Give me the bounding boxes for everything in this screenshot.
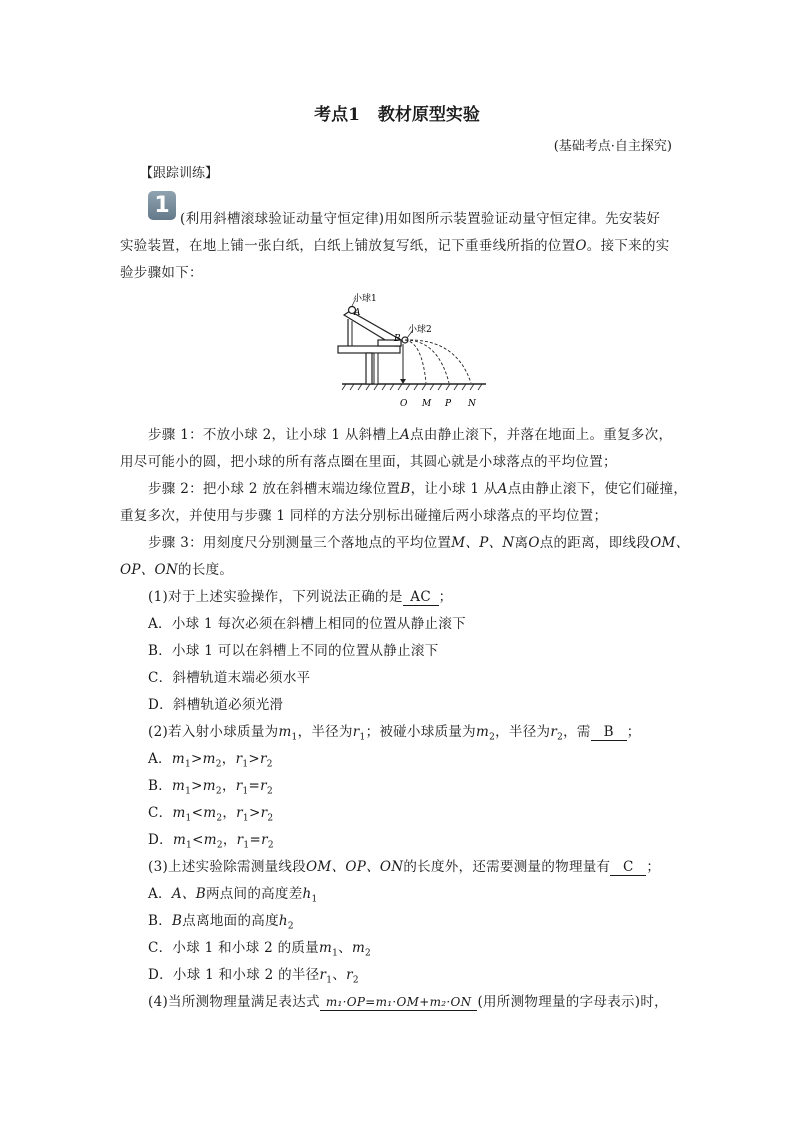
q2-option-a: A．$m_1>m_2$，$r_1>r_2$ <box>148 751 273 770</box>
q1-option-a: A．小球 1 每次必须在斜槽上相同的位置从静止滚下 <box>148 616 466 632</box>
q3-option-b: B．B点离地面的高度$h_2$ <box>148 913 294 932</box>
step3-line-2: OP、ON的长度。 <box>120 562 234 578</box>
title-number: 考点1 <box>314 105 360 125</box>
q3-option-d: D．小球 1 和小球 2 的半径$r_1$、$r_2$ <box>148 967 359 986</box>
q4-answer: m₁·OP=m₁·OM+m₂·ON <box>320 995 478 1011</box>
label-B: B <box>394 334 401 344</box>
intro-line-3: 验步骤如下： <box>120 265 203 281</box>
title-text: 教材原型实验 <box>377 105 480 125</box>
label-P: P <box>445 399 452 409</box>
step1-line-2: 用尽可能小的圆，把小球的所有落点圈在里面，其圆心就是小球落点的平均位置； <box>120 454 617 470</box>
q3-answer: C <box>610 860 646 876</box>
label-ball2: 小球2 <box>408 325 432 335</box>
step2-line-2: 重复多次，并使用与步骤 1 同样的方法分别标出碰撞后两小球落点的平均位置； <box>120 508 608 524</box>
q2-option-c: C．$m_1<m_2$，$r_1>r_2$ <box>148 805 274 824</box>
intro-line-2: 实验装置，在地上铺一张白纸，白纸上铺放复写纸，记下重垂线所指的位置O。接下来的实 <box>120 238 670 254</box>
q2-option-d: D．$m_1<m_2$，$r_1=r_2$ <box>148 832 274 851</box>
intro-line-1: (利用斜槽滚球验证动量守恒定律)用如图所示装置验证动量守恒定律。先安装好 <box>180 211 661 227</box>
q1-answer: AC <box>403 590 439 606</box>
step3-line-1: 步骤 3：用刻度尺分别测量三个落地点的平均位置M、P、N离O点的距离，即线段OM、 <box>148 535 690 551</box>
label-A: A <box>354 308 361 318</box>
q2-stem: (2)若入射小球质量为$m_1$，半径为$r_1$；被碰小球质量为$m_2$，半径为$r_2$，需 B ； <box>148 724 641 743</box>
step2-line-1: 步骤 2：把小球 2 放在斜槽末端边缘位置B，让小球 1 从A点由静止滚下，使它们碰撞， <box>148 481 688 497</box>
label-M: M <box>422 399 432 409</box>
page-title <box>0 100 794 125</box>
q1-option-d: D．斜槽轨道必须光滑 <box>148 697 284 713</box>
step1-line-1: 步骤 1：不放小球 2，让小球 1 从斜槽上A点由静止滚下，并落在地面上。重复多次， <box>148 427 673 443</box>
q1-stem: (1)对于上述实验操作，下列说法正确的是 AC ； <box>148 589 453 605</box>
q3-option-a: A．A、B两点间的高度差$h_1$ <box>148 886 318 905</box>
q3-option-c: C．小球 1 和小球 2 的质量$m_1$、$m_2$ <box>148 940 372 959</box>
q3-stem: (3)上述实验除需测量线段OM、OP、ON的长度外，还需要测量的物理量有 C ； <box>148 859 661 875</box>
label-N: N <box>468 399 476 409</box>
q2-answer: B <box>591 725 627 741</box>
q1-option-c: C．斜槽轨道末端必须水平 <box>148 670 311 686</box>
q2-option-b: B．$m_1>m_2$，$r_1=r_2$ <box>148 778 273 797</box>
q1-option-b: B．小球 1 可以在斜槽上不同的位置从静止滚下 <box>148 643 439 659</box>
label-ball1: 小球1 <box>353 294 377 304</box>
subtitle-tag: (基础考点·自主探究) <box>553 139 672 154</box>
q4-stem: (4)当所测物理量满足表达式 m₁·OP=m₁·OM+m₂·ON (用所测物理量的字母表示)时， <box>148 994 668 1010</box>
label-O: O <box>400 399 408 409</box>
experiment-diagram <box>330 288 490 410</box>
question-number-badge: 1 <box>148 191 176 220</box>
section-heading: 【跟踪训练】 <box>140 166 219 181</box>
